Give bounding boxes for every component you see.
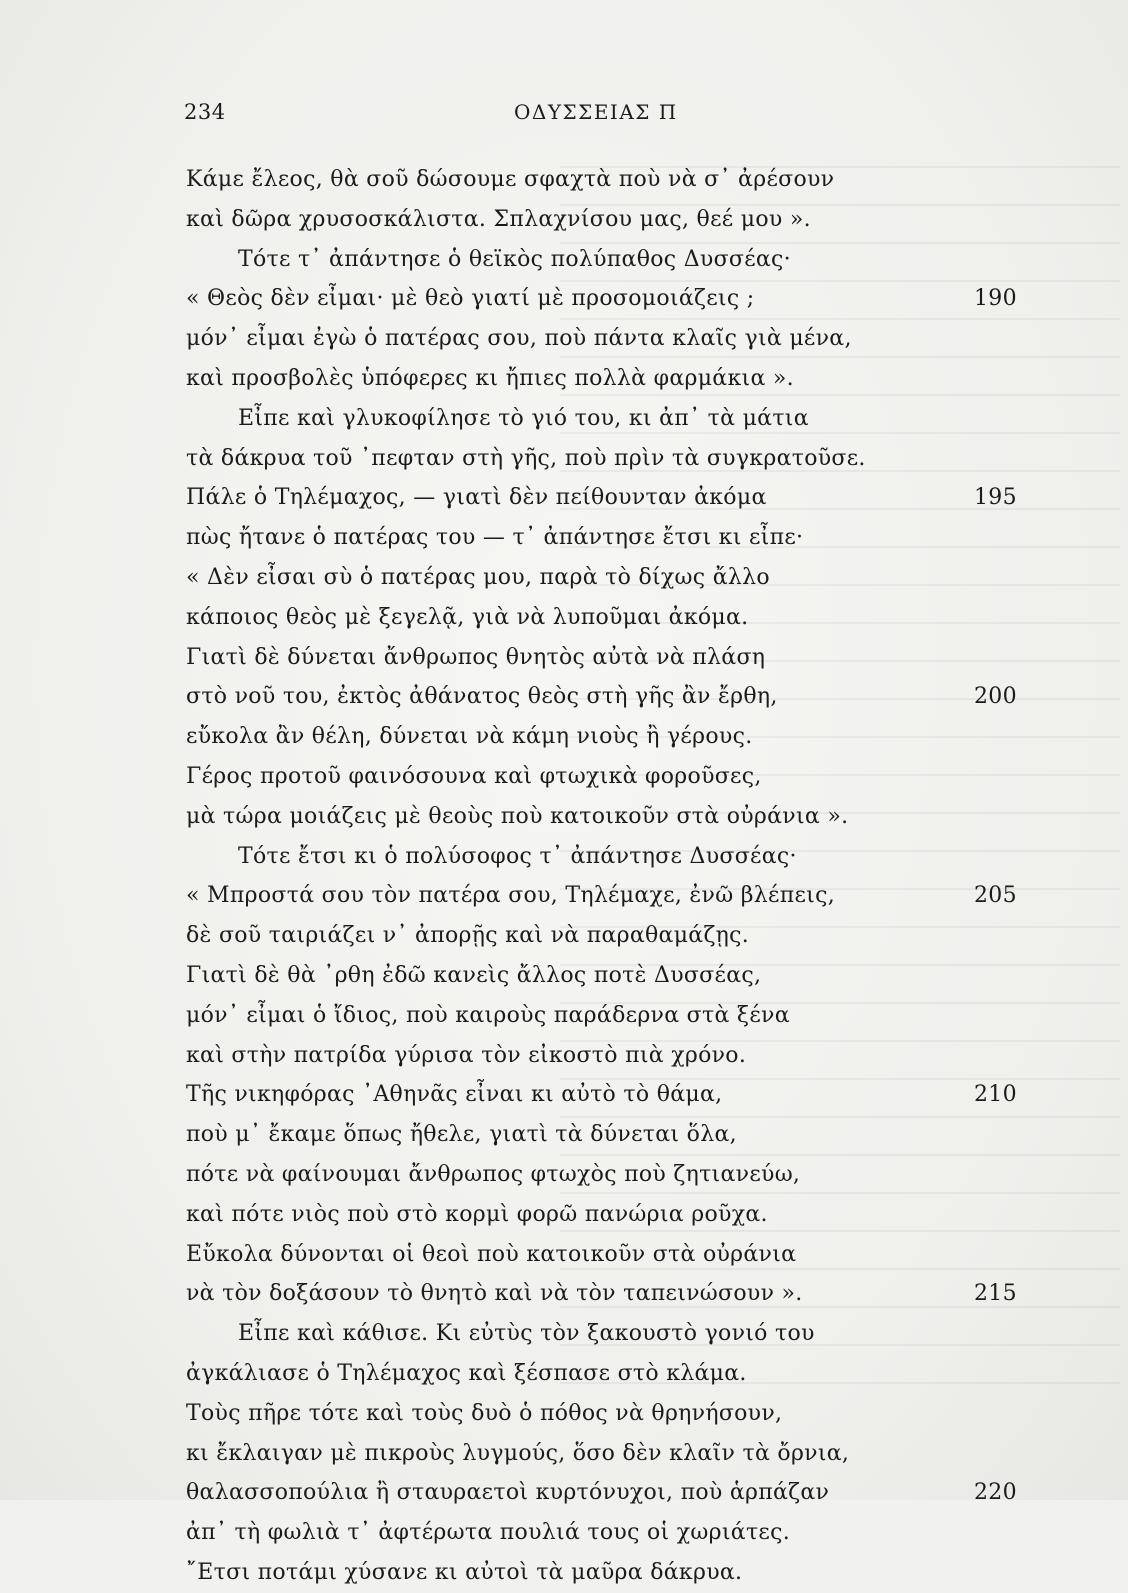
- verse-line: [186, 677, 1046, 717]
- verse-text: δὲ σοῦ ταιριάζει ν᾽ ἀπορῇς καὶ νὰ παραθαμάζῃς.: [186, 923, 750, 949]
- verse-line: [186, 1513, 1046, 1553]
- line-number: 210: [974, 1082, 1017, 1108]
- verse-text: καὶ πότε νιὸς ποὺ στὸ κορμὶ φορῶ πανώρια ροῦχα.: [186, 1201, 768, 1227]
- verse-text: Τῆς νικηφόρας ᾽Αθηνᾶς εἶναι κι αὐτὸ τὸ θάμα,: [186, 1082, 723, 1108]
- verse-text: Κάμε ἔλεος, θὰ σοῦ δώσουμε σφαχτὰ ποὺ νὰ σ᾽ ἀρέσουν: [186, 167, 835, 192]
- verse-line: [186, 876, 1046, 916]
- line-number: 200: [974, 684, 1017, 710]
- verse-line: [186, 1314, 1046, 1354]
- verse-line: [186, 717, 1046, 757]
- verse-line: [186, 996, 1046, 1036]
- book-title: ΟΔΥΣΣΕΙΑΣ Π: [514, 100, 678, 124]
- verse-line: [186, 1195, 1046, 1235]
- verse-text: πὼς ἤτανε ὁ πατέρας του — τ᾽ ἀπάντησε ἔτσι κι εἶπε·: [186, 525, 804, 551]
- verse-line: [186, 797, 1046, 837]
- verse-text: καὶ στὴν πατρίδα γύρισα τὸν εἰκοστὸ πιὰ χρόνο.: [186, 1042, 747, 1068]
- verse-block: [186, 160, 1046, 1593]
- verse-text: Πάλε ὁ Τηλέμαχος, — γιατὶ δὲν πείθουνταν ἀκόμα: [186, 485, 767, 511]
- verse-line: [186, 1075, 1046, 1115]
- verse-line: [186, 558, 1046, 598]
- line-number: 195: [974, 485, 1017, 511]
- verse-text: ἀπ᾽ τὴ φωλιὰ τ᾽ ἀφτέρωτα πουλιά τους οἱ χωριάτες.: [186, 1520, 791, 1546]
- verse-text: κι ἔκλαιγαν μὲ πικροὺς λυγμούς, ὅσο δὲν κλαῖν τὰ ὄρνια,: [186, 1440, 850, 1466]
- verse-line: [186, 240, 1046, 280]
- verse-text: καὶ προσβολὲς ὑπόφερες κι ἤπιες πολλὰ φαρμάκια ».: [186, 365, 794, 391]
- verse-text: ἀγκάλιασε ὁ Τηλέμαχος καὶ ξέσπασε στὸ κλάμα.: [186, 1360, 747, 1386]
- verse-line: [186, 1155, 1046, 1195]
- verse-line: [186, 1434, 1046, 1474]
- verse-line: [186, 1036, 1046, 1076]
- verse-line: [186, 837, 1046, 877]
- verse-line: [186, 1274, 1046, 1314]
- verse-text: Τότε τ᾽ ἀπάντησε ὁ θεϊκὸς πολύπαθος Δυσσέας·: [238, 246, 791, 272]
- verse-line: [186, 1235, 1046, 1275]
- verse-text: εὔκολα ἂν θέλη, δύνεται νὰ κάμη νιοὺς ἢ γέρους.: [186, 724, 753, 750]
- verse-text: « Θεὸς δὲν εἶμαι· μὲ θεὸ γιατί μὲ προσομοιάζεις ;: [186, 286, 755, 312]
- verse-text: « Δὲν εἶσαι σὺ ὁ πατέρας μου, παρὰ τὸ δίχως ἄλλο: [186, 564, 770, 590]
- verse-text: ῎Ετσι ποτάμι χύσανε κι αὐτοὶ τὰ μαῦρα δάκρυα.: [186, 1559, 743, 1585]
- verse-text: μὰ τώρα μοιάζεις μὲ θεοὺς ποὺ κατοικοῦν στὰ οὐράνια ».: [186, 803, 849, 829]
- verse-text: Γέρος προτοῦ φαινόσουνα καὶ φτωχικὰ φοροῦσες,: [186, 763, 762, 789]
- line-number: 220: [974, 1480, 1017, 1506]
- running-head: [184, 100, 704, 130]
- line-number: 215: [974, 1281, 1017, 1307]
- verse-line: [186, 200, 1046, 240]
- line-number: 205: [974, 883, 1017, 909]
- verse-text: πότε νὰ φαίνουμαι ἄνθρωπος φτωχὸς ποὺ ζητιανεύω,: [186, 1161, 801, 1187]
- verse-line: [186, 399, 1046, 439]
- verse-text: Τοὺς πῆρε τότε καὶ τοὺς δυὸ ὁ πόθος νὰ θρηνήσουν,: [186, 1400, 783, 1426]
- verse-text: μόν᾽ εἶμαι ἐγὼ ὁ πατέρας σου, ποὺ πάντα κλαῖς γιὰ μένα,: [186, 326, 852, 352]
- verse-text: τὰ δάκρυα τοῦ ᾽πεφταν στὴ γῆς, ποὺ πρὶν τὰ συγκρατοῦσε.: [186, 445, 866, 471]
- line-number: 190: [974, 286, 1017, 312]
- verse-text: κάποιος θεὸς μὲ ξεγελᾷ, γιὰ νὰ λυποῦμαι ἀκόμα.: [186, 604, 749, 630]
- verse-line: [186, 478, 1046, 518]
- verse-line: [186, 1394, 1046, 1434]
- page-number: 234: [184, 100, 226, 124]
- verse-text: θαλασσοπούλια ἢ σταυραετοὶ κυρτόνυχοι, ποὺ ἁρπάζαν: [186, 1480, 830, 1506]
- verse-text: « Μπροστά σου τὸν πατέρα σου, Τηλέμαχε, ἐνῶ βλέπεις,: [186, 883, 835, 909]
- verse-line: [186, 598, 1046, 638]
- verse-text: μόν᾽ εἶμαι ὁ ἴδιος, ποὺ καιροὺς παράδερνα στὰ ξένα: [186, 1002, 790, 1028]
- verse-text: ποὺ μ᾽ ἔκαμε ὅπως ἤθελε, γιατὶ τὰ δύνεται ὅλα,: [186, 1122, 737, 1148]
- verse-line: [186, 956, 1046, 996]
- verse-line: [186, 319, 1046, 359]
- verse-text: Τότε ἔτσι κι ὁ πολύσοφος τ᾽ ἀπάντησε Δυσσέας·: [238, 843, 797, 869]
- verse-line: [186, 439, 1046, 479]
- verse-text: Γιατὶ δὲ θὰ ᾽ρθη ἐδῶ κανεὶς ἄλλος ποτὲ Δυσσέας,: [186, 962, 762, 988]
- verse-line: [186, 518, 1046, 558]
- verse-line: [186, 1354, 1046, 1394]
- verse-line: [186, 359, 1046, 399]
- verse-text: Εἶπε καὶ κάθισε. Κι εὐτὺς τὸν ξακουστὸ γονιό του: [238, 1321, 815, 1347]
- verse-line: [186, 1553, 1046, 1593]
- verse-line: [186, 638, 1046, 678]
- verse-text: Γιατὶ δὲ δύνεται ἄνθρωπος θνητὸς αὐτὰ νὰ πλάση: [186, 644, 766, 670]
- verse-text: Εὔκολα δύνονται οἱ θεοὶ ποὺ κατοικοῦν στὰ οὐράνια: [186, 1241, 797, 1267]
- verse-line: [186, 757, 1046, 797]
- verse-line: [186, 1115, 1046, 1155]
- verse-line: [186, 1473, 1046, 1513]
- verse-line: [186, 160, 1046, 200]
- verse-text: νὰ τὸν δοξάσουν τὸ θνητὸ καὶ νὰ τὸν ταπεινώσουν ».: [186, 1281, 803, 1307]
- verse-text: στὸ νοῦ του, ἐκτὸς ἀθάνατος θεὸς στὴ γῆς ἂν ἔρθη,: [186, 684, 778, 710]
- verse-text: καὶ δῶρα χρυσοσκάλιστα. Σπλαχνίσου μας, θεέ μου ».: [186, 206, 811, 232]
- verse-text: Εἶπε καὶ γλυκοφίλησε τὸ γιό του, κι ἀπ᾽ τὰ μάτια: [238, 405, 809, 431]
- verse-line: [186, 916, 1046, 956]
- verse-line: [186, 279, 1046, 319]
